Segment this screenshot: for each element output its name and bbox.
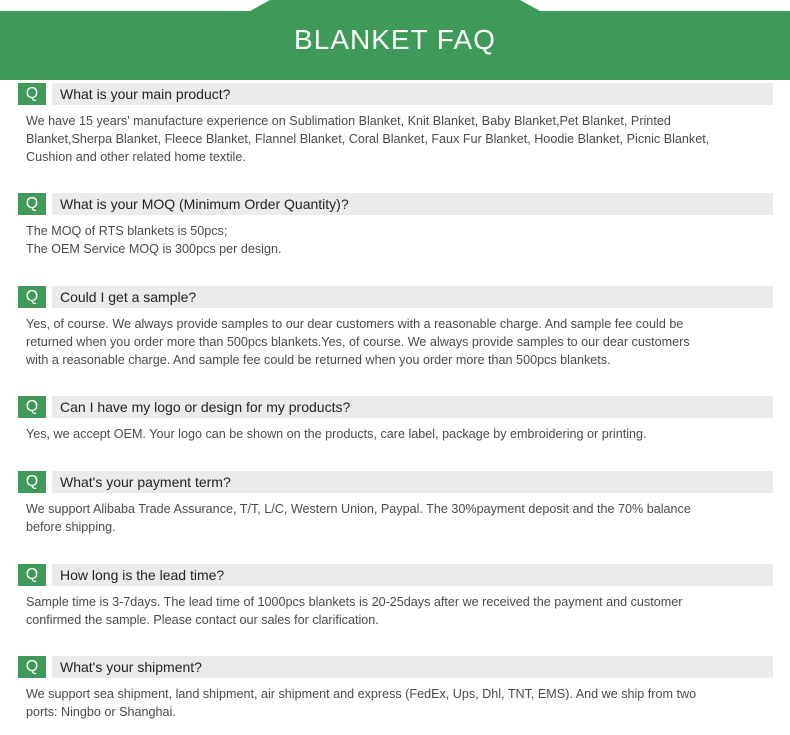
question-badge: Q (18, 193, 46, 215)
answer-line: The MOQ of RTS blankets is 50pcs; (26, 224, 228, 238)
answer-text (18, 222, 773, 258)
question-badge: Q (18, 656, 46, 678)
faq-item-moq (18, 193, 773, 258)
answer-line: Yes, of course. We always provide samples to our dear customers with a reasonable charge. And sample fee could be (26, 317, 684, 331)
answer-line: ports: Ningbo or Shanghai. (26, 705, 176, 720)
answer-text (18, 685, 773, 721)
answer-text (18, 315, 773, 370)
question-title: What is your MOQ (Minimum Order Quantity)? (52, 193, 773, 215)
faq-item-lead-time (18, 564, 773, 629)
question-bar (18, 193, 773, 215)
question-badge: Q (18, 564, 46, 586)
page-title: BLANKET FAQ (294, 24, 496, 55)
question-badge: Q (18, 471, 46, 493)
answer-text (18, 593, 773, 629)
answer-line: Cushion and other related home textile. (26, 150, 246, 165)
question-bar (18, 564, 773, 586)
question-badge: Q (18, 286, 46, 308)
answer-line: with a reasonable charge. And sample fee could be returned when you order more than 500pcs blankets. (26, 353, 611, 368)
answer-text (18, 500, 773, 536)
faq-item-main-product (18, 83, 773, 167)
question-bar (18, 286, 773, 308)
question-bar (18, 471, 773, 493)
answer-line: We have 15 years' manufacture experience on Sublimation Blanket, Knit Blanket, Baby Blanket,Pet Blanket, Printed (26, 114, 671, 128)
faq-banner (0, 0, 790, 80)
answer-line: Sample time is 3-7days. The lead time of 1000pcs blankets is 20-25days after we received the payment and customer (26, 595, 683, 609)
answer-line: confirmed the sample. Please contact our sales for clarification. (26, 613, 379, 628)
question-title: What is your main product? (52, 83, 773, 105)
answer-line: We support sea shipment, land shipment, air shipment and express (FedEx, Ups, Dhl, TNT, EMS). And we ship from two (26, 687, 697, 701)
answer-line: before shipping. (26, 520, 116, 535)
answer-text (18, 425, 773, 443)
question-bar (18, 396, 773, 418)
question-title: How long is the lead time? (52, 564, 773, 586)
question-bar (18, 83, 773, 105)
question-badge: Q (18, 83, 46, 105)
answer-line: Yes, we accept OEM. Your logo can be shown on the products, care label, package by embroidering or printing. (26, 427, 647, 441)
question-badge: Q (18, 396, 46, 418)
faq-item-sample (18, 286, 773, 370)
answer-text (18, 112, 773, 167)
question-title: What's your shipment? (52, 656, 773, 678)
faq-item-logo (18, 396, 773, 443)
question-title: Can I have my logo or design for my products? (52, 396, 773, 418)
answer-line: The OEM Service MOQ is 300pcs per design. (26, 242, 282, 257)
question-title: What's your payment term? (52, 471, 773, 493)
faq-item-shipment (18, 656, 773, 721)
answer-line: We support Alibaba Trade Assurance, T/T, L/C, Western Union, Paypal. The 30%payment deposit and the 70% balance (26, 502, 691, 516)
answer-line: returned when you order more than 500pcs blankets.Yes, of course. We always provide samples to our dear customers (26, 335, 690, 350)
question-bar (18, 656, 773, 678)
faq-item-payment (18, 471, 773, 536)
answer-line: Blanket,Sherpa Blanket, Fleece Blanket, Flannel Blanket, Coral Blanket, Faux Fur Blanket, Hoodie Blanket, Picnic Blanket, (26, 132, 710, 147)
question-title: Could I get a sample? (52, 286, 773, 308)
